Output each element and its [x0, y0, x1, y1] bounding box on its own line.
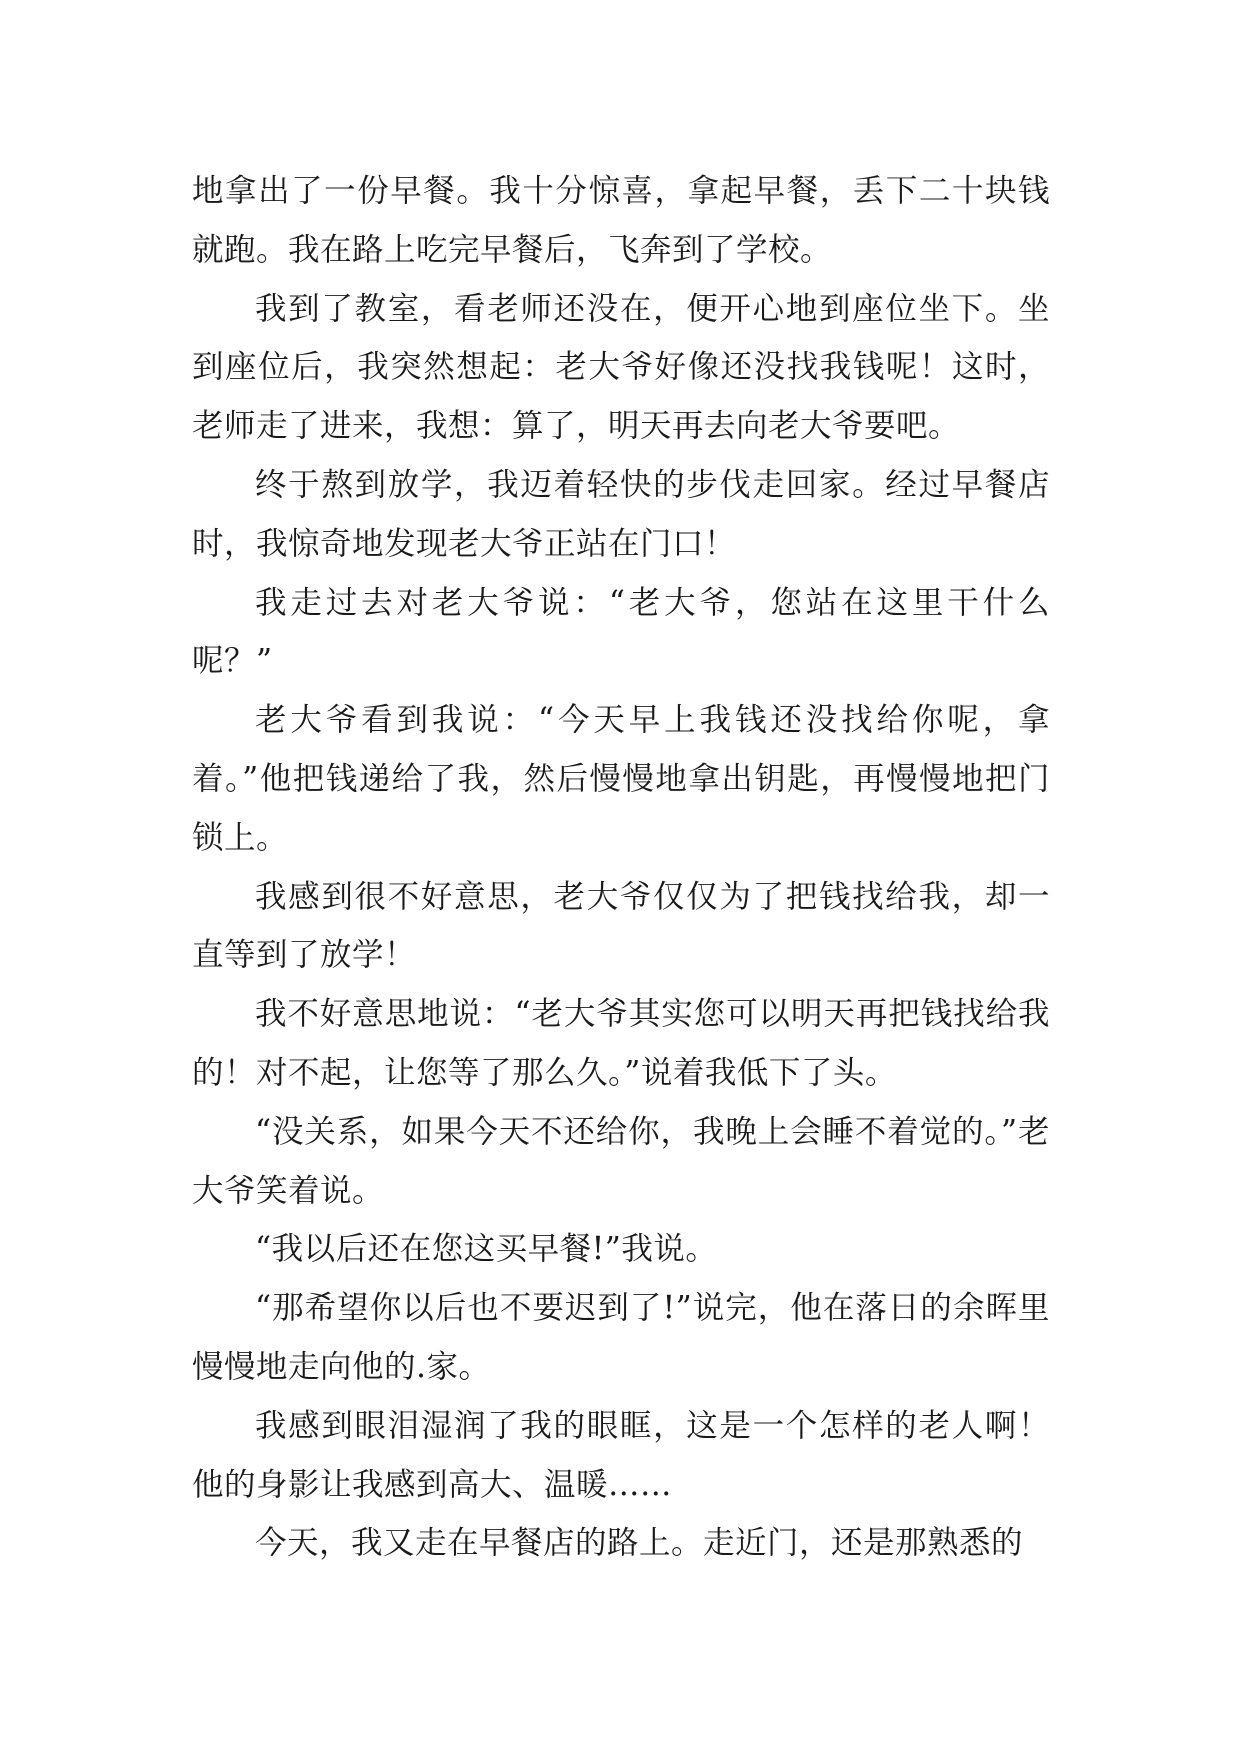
paragraph: 我走过去对老大爷说：“老大爷，您站在这里干什么呢？”: [192, 584, 1050, 680]
paragraph: 老大爷看到我说：“今天早上我钱还没找给你呢，拿着。”他把钱递给了我，然后慢慢地拿出钥匙，再慢慢地把门锁上。: [192, 702, 1050, 856]
paragraph: 我感到眼泪湿润了我的眼眶，这是一个怎样的老人啊！他的身影让我感到高大、温暖……: [192, 1407, 1050, 1503]
paragraph: 我不好意思地说：“老大爷其实您可以明天再把钱找给我的！对不起，让您等了那么久。”说着我低下了头。: [192, 996, 1050, 1091]
paragraph: 我到了教室，看老师还没在，便开心地到座位坐下。坐到座位后，我突然想起：老大爷好像还没找我钱呢！这时，老师走了进来，我想：算了，明天再去向老大爷要吧。: [192, 290, 1050, 445]
paragraph: 终于熬到放学，我迈着轻快的步伐走回家。经过早餐店时，我惊奇地发现老大爷正站在门口！: [192, 466, 1050, 562]
paragraph: “没关系，如果今天不还给你，我晚上会睡不着觉的。”老大爷笑着说。: [192, 1113, 1050, 1209]
paragraph: “我以后还在您这买早餐!”我说。: [255, 1231, 718, 1268]
paragraph: 今天，我又走在早餐店的路上。走近门，还是那熟悉的: [255, 1525, 1024, 1562]
paragraph: 我感到很不好意思，老大爷仅仅为了把钱找给我，却一直等到了放学！: [192, 878, 1050, 974]
document-body: [192, 162, 1050, 1573]
paragraph: “那希望你以后也不要迟到了!”说完，他在落日的余晖里慢慢地走向他的.家。: [192, 1290, 1050, 1385]
paragraph: 地拿出了一份早餐。我十分惊喜，拿起早餐，丢下二十块钱就跑。我在路上吃完早餐后，飞奔到了学校。: [192, 173, 1050, 268]
